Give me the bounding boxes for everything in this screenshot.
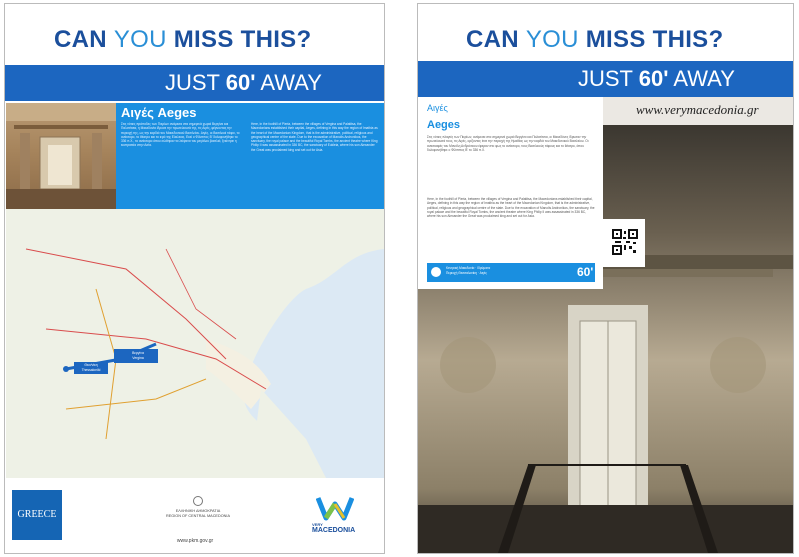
origin-gr: Θεσ/νίκη [84,363,98,367]
vm-brand-name: MACEDONIA [312,527,356,534]
poster2-headline [466,26,723,54]
poster2-just-bar [418,61,793,97]
region-map [6,209,384,478]
badge-text [446,266,490,275]
poster2-text-english: Here, in the foothill of Pieria, between the villages of Vergina and Palatitsa, the Macedonians established their capital, Aeges, defining in this way the region of Imathia as the heart of the Macedonian Kingdom, that is the administrative, political, religious and geographical centre of the state. Due to the excavation of Manolis Andronikos, the sanctuary, the royal palace and the beautiful Royal Tombs, the ancient theatre where King Philip II was assassinated in 336 BC, where his son Alexander the Great was proclaimed king and set out for Asia. [427,197,595,219]
headline-can: CAN [54,26,107,53]
origin-en: Thessaloniki [81,367,101,372]
qr-code-icon[interactable] [612,229,638,260]
vm-brand-top: VERY [312,522,323,527]
poster1-headline [54,26,311,54]
destination-en: Vergina [132,355,144,360]
region-name-en: REGION OF CENTRAL MACEDONIA [166,514,230,518]
tomb-facade-image [6,103,116,209]
headline-you: YOU [525,26,579,53]
subhead-just: JUST [578,66,633,91]
headline-miss: MISS THIS? [173,26,312,53]
poster2-text-greek: Στις νότιες πλαγιές των Πιερίων, ανάμεσα στα σημερινά χωριά Βεργίνα και Παλατίτσια, οι Μακεδόνες ίδρυσαν την πρωτεύουσά τους, τις Αιγές, ορίζοντας έτσι την περιοχή της Ημαθίας ως την καρδιά του Μακεδονικού Βασιλείου. Οι ανασκαφές του Μανόλη Ανδρόνικου έφεραν στο φως το ανάκτορο, τους Βασιλικούς τάφους και το θέατρο, όπου δολοφονήθηκε ο Φίλιππος Β' το 336 π.Χ. [427,135,589,152]
greece-logo: GREECE [12,490,62,540]
region-emblem-icon [193,496,203,506]
headline-can: CAN [466,26,519,53]
badge-line2: Περιοχή Θεσσαλονίκη · Αιγές [446,270,487,275]
map-label-destination [116,351,160,360]
map-graphic [6,209,384,478]
headline-miss: MISS THIS? [585,26,724,53]
subhead-minutes: 60' [638,66,669,91]
poster1-site-title: Αιγές Aeges [121,105,197,120]
poster1-text-english: Here, in the foothill of Pieria, between the villages of Vergina and Palatitsa, the Macedonians established their capital, Aeges, defining in this way the region of Imathia as the heart of the Macedonian Kingdom, that is the administrative, political, religious and geographical centre of the state. Due to the excavation of Manolis Andronikos, the sanctuary, the royal palace and the beautiful Royal Tombs, the ancient theatre where King Philip II was assassinated in 336 BC, the sanctuary of Eukleia, where his son Alexander the Great was proclaimed king and set out for Asia. [251,122,378,152]
tomb-photo [6,103,116,209]
poster2-title-en: Aeges [427,119,461,131]
subhead-just: JUST [165,70,220,95]
poster2-url[interactable]: www.verymacedonia.gr [636,102,759,117]
footer-url[interactable]: www.pkm.gov.gr [176,538,214,544]
subhead-away: AWAY [260,70,322,95]
poster2-title-gr: Αιγές [427,103,448,113]
badge-minutes: 60' [577,265,594,279]
vm-brand [312,522,355,534]
region-name-gr: ΕΛΛΗΝΙΚΗ ΔΗΜΟΚΡΑΤΙΑ [175,509,221,513]
poster1-just-bar [5,65,384,101]
destination-gr: Βεργίνα [132,351,144,355]
headline-you: YOU [113,26,167,53]
map-pin-icon [431,267,441,277]
region-name [163,509,233,519]
badge-line1: Κεντρική Μακεδονία · Ιδρύματα [446,266,491,270]
poster1-text-greek: Στις νότιες πρόποδες των Πιερίων ανάμεσα στα σημερινά χωριά Βεργίνα και Παλατίτσια, η Μακεδονία ίδρυσε την πρωτεύουσά της, τις Αιγές, φέρνοντας την περιοχή της, ως την καρδιά του Μακεδονικού Βασιλείου. Αιγές, οι Βασιλικοί τάφοι, το ανάκτορο, το θέατρο και το ιερό της Εύκλειας. Εκεί ο Φίλιππος Β' δολοφονήθηκε το 336 π.Χ., το ανάκτορο όπου σώθηκαν τα λείψανα του μεγάλου βασιλιά, ξεκίνησε η εκστρατεία στην Ασία. [121,122,240,148]
subhead-minutes: 60' [225,70,256,95]
map-label-origin [74,363,108,372]
subhead-away: AWAY [673,66,735,91]
